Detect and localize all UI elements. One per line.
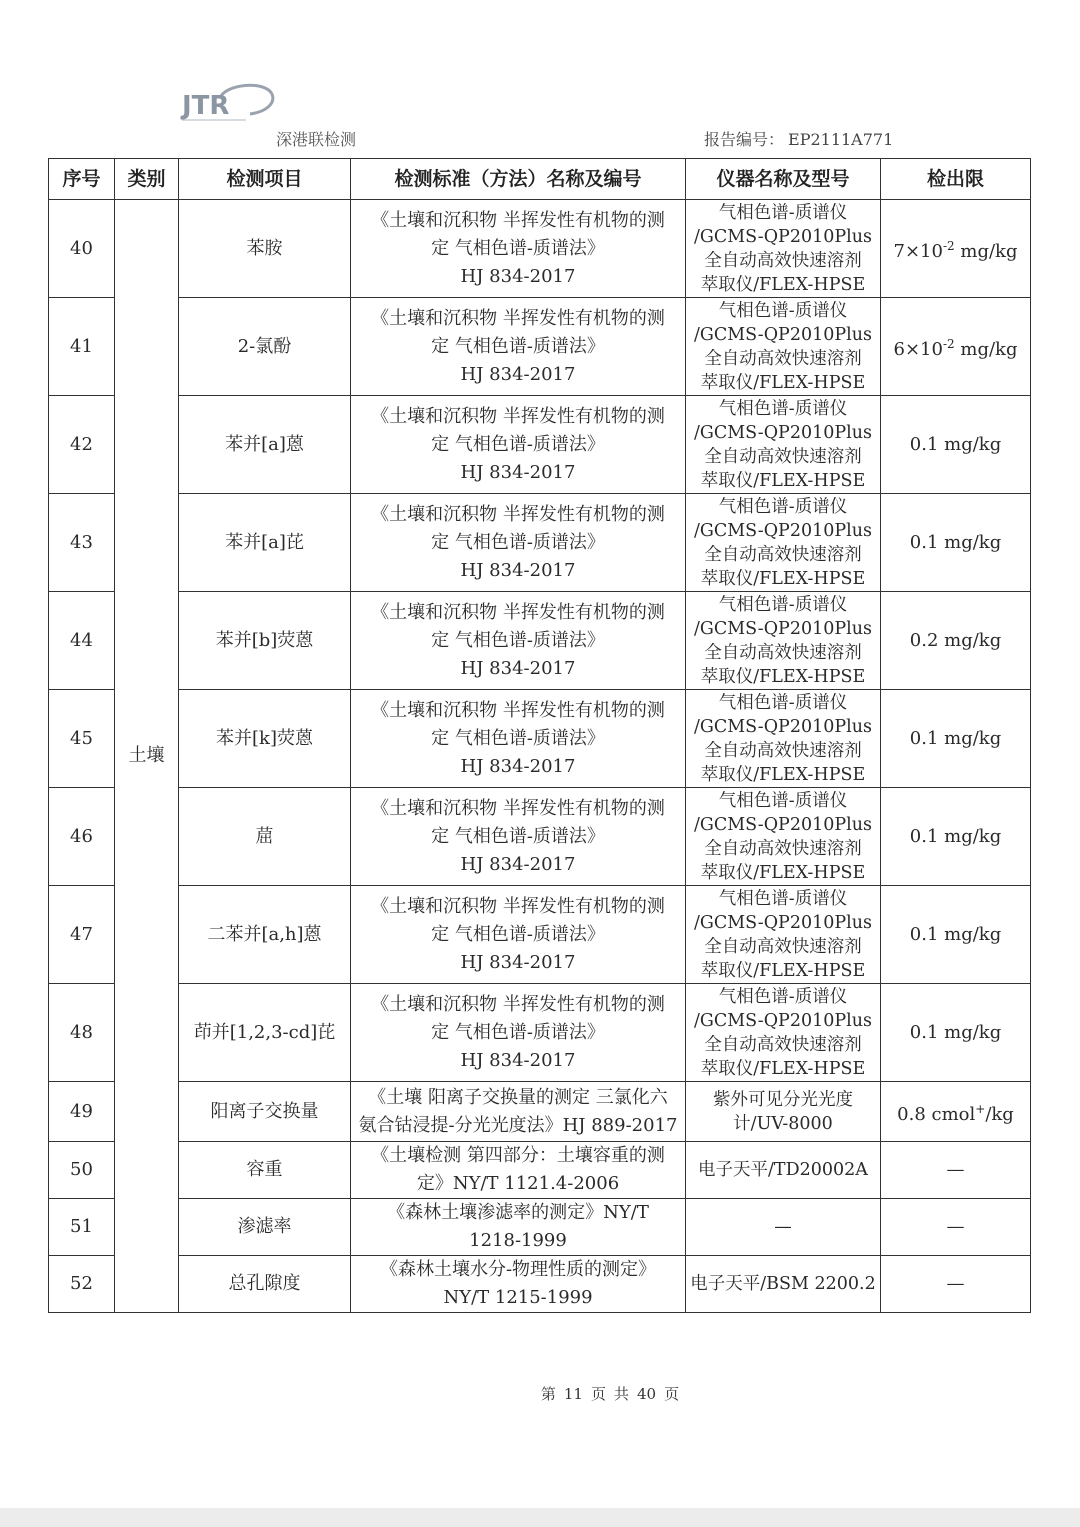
svg-text:JTR: JTR: [182, 91, 230, 121]
row-number: 43: [49, 494, 115, 592]
detection-limit: [881, 592, 1031, 690]
row-number: 52: [49, 1256, 115, 1313]
instrument-line: 气相色谱-质谱仪: [718, 594, 848, 615]
test-standard: [351, 592, 686, 690]
instrument-line: 全自动高效快速溶剂: [704, 544, 862, 565]
row-number: 44: [49, 592, 115, 690]
instrument: [686, 690, 881, 788]
instrument-line: /GCMS-QP2010Plus: [693, 1010, 872, 1031]
instrument: [686, 396, 881, 494]
table-row: [49, 494, 1031, 592]
detection-limit: [881, 200, 1031, 298]
standard-code: HJ 834-2017: [460, 951, 576, 973]
table-row: [49, 396, 1031, 494]
table-row: [49, 592, 1031, 690]
test-standard: [351, 690, 686, 788]
test-items-table: [48, 158, 1031, 1313]
instrument: [686, 298, 881, 396]
test-standard: [351, 1256, 686, 1313]
instrument-line: /GCMS-QP2010Plus: [693, 912, 872, 933]
table-row: [49, 886, 1031, 984]
standard-line: 《土壤和沉积物 半挥发性有机物的测: [371, 405, 665, 427]
row-number: 49: [49, 1082, 115, 1142]
limit-exponent: +: [975, 1101, 986, 1116]
standard-line: 定 气相色谱-质谱法》: [431, 727, 605, 749]
standard-line: 《土壤和沉积物 半挥发性有机物的测: [371, 699, 665, 721]
detection-limit: [881, 886, 1031, 984]
instrument-line: 电子天平/BSM 2200.2: [690, 1274, 876, 1294]
instrument: [686, 984, 881, 1082]
instrument-line: 萃取仪/FLEX-HPSE: [700, 666, 866, 687]
detection-limit: [881, 298, 1031, 396]
category-cell: 土壤: [115, 200, 179, 1313]
test-item: 总孔隙度: [179, 1256, 351, 1313]
limit-unit: mg/kg: [954, 338, 1018, 360]
page-footer: 第 11 页 共 40 页: [540, 1385, 680, 1403]
instrument-line: 萃取仪/FLEX-HPSE: [700, 470, 866, 491]
standard-line: 《森林土壤水分-物理性质的测定》: [379, 1259, 657, 1280]
instrument-line: 气相色谱-质谱仪: [718, 888, 848, 909]
row-number: 45: [49, 690, 115, 788]
col-header-no: 序号: [49, 159, 115, 200]
limit-value: 7×10: [893, 240, 943, 262]
table-row: [49, 1199, 1031, 1256]
standard-code: HJ 834-2017: [460, 1049, 576, 1071]
report-number: 报告编号： EP2111A771: [704, 130, 894, 149]
instrument-line: 气相色谱-质谱仪: [718, 986, 848, 1007]
row-number: 50: [49, 1142, 115, 1199]
col-header-standard: 检测标准（方法）名称及编号: [351, 159, 686, 200]
standard-line: 定 气相色谱-质谱法》: [431, 825, 605, 847]
instrument-line: 紫外可见分光光度: [713, 1089, 853, 1110]
col-header-limit: 检出限: [881, 159, 1031, 200]
test-standard: [351, 1142, 686, 1199]
limit-value: 0.1 mg/kg: [909, 923, 1002, 945]
table-row: [49, 1082, 1031, 1142]
limit-value: —: [946, 1273, 965, 1294]
standard-line: NY/T 1215-1999: [443, 1287, 593, 1308]
instrument-line: /GCMS-QP2010Plus: [693, 520, 872, 541]
instrument-line: 气相色谱-质谱仪: [718, 790, 848, 811]
test-standard: [351, 1082, 686, 1142]
detection-limit: [881, 690, 1031, 788]
test-item: 苯并[a]蒽: [179, 396, 351, 494]
detection-limit: [881, 494, 1031, 592]
standard-code: HJ 834-2017: [460, 853, 576, 875]
standard-line: 定 气相色谱-质谱法》: [431, 923, 605, 945]
table-row: [49, 690, 1031, 788]
limit-value: —: [946, 1159, 965, 1180]
standard-line: 《土壤和沉积物 半挥发性有机物的测: [371, 797, 665, 819]
limit-value: 0.8 cmol: [897, 1103, 976, 1125]
table-row: [49, 298, 1031, 396]
instrument-line: 全自动高效快速溶剂: [704, 348, 862, 369]
test-standard: [351, 396, 686, 494]
instrument-line: /GCMS-QP2010Plus: [693, 422, 872, 443]
limit-unit: mg/kg: [954, 240, 1018, 262]
instrument: [686, 886, 881, 984]
instrument-line: 计/UV-8000: [733, 1113, 833, 1134]
test-item: 渗滤率: [179, 1199, 351, 1256]
limit-value: 0.1 mg/kg: [909, 1021, 1002, 1043]
instrument-line: 萃取仪/FLEX-HPSE: [700, 1058, 866, 1079]
row-number: 41: [49, 298, 115, 396]
row-number: 46: [49, 788, 115, 886]
instrument: [686, 200, 881, 298]
row-number: 47: [49, 886, 115, 984]
standard-code: HJ 834-2017: [460, 755, 576, 777]
standard-line: 《土壤 阳离子交换量的测定 三氯化六: [368, 1086, 668, 1108]
row-number: 42: [49, 396, 115, 494]
limit-value: 0.2 mg/kg: [909, 629, 1002, 651]
standard-line: 定 气相色谱-质谱法》: [431, 237, 605, 259]
instrument-line: 电子天平/TD20002A: [698, 1160, 868, 1180]
instrument: [686, 1199, 881, 1256]
test-item: 苯并[a]芘: [179, 494, 351, 592]
instrument-line: 萃取仪/FLEX-HPSE: [700, 960, 866, 981]
instrument-line: 全自动高效快速溶剂: [704, 936, 862, 957]
test-standard: [351, 788, 686, 886]
instrument-line: /GCMS-QP2010Plus: [693, 324, 872, 345]
test-item: 容重: [179, 1142, 351, 1199]
instrument: [686, 592, 881, 690]
instrument-line: 全自动高效快速溶剂: [704, 642, 862, 663]
detection-limit: [881, 1199, 1031, 1256]
instrument-line: 全自动高效快速溶剂: [704, 740, 862, 761]
instrument-line: 萃取仪/FLEX-HPSE: [700, 764, 866, 785]
standard-line: 1218-1999: [469, 1230, 567, 1251]
instrument-line: 气相色谱-质谱仪: [718, 300, 848, 321]
standard-code: HJ 834-2017: [460, 363, 576, 385]
limit-value: 0.1 mg/kg: [909, 531, 1002, 553]
limit-value: 0.1 mg/kg: [909, 727, 1002, 749]
standard-line: 定 气相色谱-质谱法》: [431, 335, 605, 357]
detection-limit: [881, 396, 1031, 494]
test-item: 阳离子交换量: [179, 1082, 351, 1142]
standard-line: 《土壤和沉积物 半挥发性有机物的测: [371, 601, 665, 623]
test-item: 二苯并[a,h]蒽: [179, 886, 351, 984]
instrument-line: /GCMS-QP2010Plus: [693, 226, 872, 247]
instrument: [686, 1142, 881, 1199]
standard-line: 《土壤和沉积物 半挥发性有机物的测: [371, 209, 665, 231]
table-row: [49, 788, 1031, 886]
col-header-item: 检测项目: [179, 159, 351, 200]
standard-line: 《土壤和沉积物 半挥发性有机物的测: [371, 895, 665, 917]
table-row: [49, 1142, 1031, 1199]
instrument-line: 全自动高效快速溶剂: [704, 1034, 862, 1055]
instrument-line: 气相色谱-质谱仪: [718, 202, 848, 223]
instrument-line: /GCMS-QP2010Plus: [693, 814, 872, 835]
instrument-line: /GCMS-QP2010Plus: [693, 618, 872, 639]
limit-value: 0.1 mg/kg: [909, 825, 1002, 847]
limit-unit: /kg: [985, 1103, 1014, 1125]
instrument: [686, 494, 881, 592]
test-standard: [351, 494, 686, 592]
instrument-line: 萃取仪/FLEX-HPSE: [700, 568, 866, 589]
standard-line: 《土壤检测 第四部分：土壤容重的测: [371, 1145, 665, 1166]
standard-line: 定》NY/T 1121.4-2006: [416, 1173, 620, 1194]
row-number: 48: [49, 984, 115, 1082]
row-number: 51: [49, 1199, 115, 1256]
instrument: [686, 788, 881, 886]
instrument-line: 气相色谱-质谱仪: [718, 398, 848, 419]
standard-code: HJ 834-2017: [460, 265, 576, 287]
standard-code: HJ 834-2017: [460, 559, 576, 581]
table-row: [49, 1256, 1031, 1313]
standard-code: HJ 834-2017: [460, 657, 576, 679]
detection-limit: [881, 1256, 1031, 1313]
instrument: [686, 1256, 881, 1313]
col-header-category: 类别: [115, 159, 179, 200]
standard-line: 定 气相色谱-质谱法》: [431, 1021, 605, 1043]
test-item: 䓛: [179, 788, 351, 886]
table-row: [49, 200, 1031, 298]
standard-line: 《土壤和沉积物 半挥发性有机物的测: [371, 307, 665, 329]
scan-bottom-edge: [0, 1508, 1080, 1527]
table-header-row: [49, 159, 1031, 200]
instrument-line: —: [774, 1217, 792, 1237]
standard-line: 《土壤和沉积物 半挥发性有机物的测: [371, 993, 665, 1015]
instrument-line: 萃取仪/FLEX-HPSE: [700, 274, 866, 295]
test-standard: [351, 200, 686, 298]
limit-value: 0.1 mg/kg: [909, 433, 1002, 455]
instrument-line: 全自动高效快速溶剂: [704, 446, 862, 467]
test-standard: [351, 298, 686, 396]
test-standard: [351, 886, 686, 984]
standard-line: 定 气相色谱-质谱法》: [431, 531, 605, 553]
standard-line: 氨合钴浸提-分光光度法》HJ 889-2017: [358, 1114, 678, 1136]
instrument-line: 气相色谱-质谱仪: [718, 496, 848, 517]
detection-limit: [881, 984, 1031, 1082]
test-standard: [351, 1199, 686, 1256]
test-item: 苯并[b]荧蒽: [179, 592, 351, 690]
col-header-instrument: 仪器名称及型号: [686, 159, 881, 200]
test-item: 苯胺: [179, 200, 351, 298]
company-logo: [180, 80, 280, 130]
instrument-line: 全自动高效快速溶剂: [704, 838, 862, 859]
table-row: [49, 984, 1031, 1082]
detection-limit: [881, 1142, 1031, 1199]
standard-line: 《森林土壤渗滤率的测定》NY/T: [387, 1202, 649, 1223]
limit-exponent: -2: [942, 336, 955, 351]
instrument-line: 萃取仪/FLEX-HPSE: [700, 372, 866, 393]
instrument-line: 全自动高效快速溶剂: [704, 250, 862, 271]
standard-line: 定 气相色谱-质谱法》: [431, 629, 605, 651]
company-name: 深港联检测: [276, 130, 357, 149]
test-item: 2-氯酚: [179, 298, 351, 396]
standard-line: 定 气相色谱-质谱法》: [431, 433, 605, 455]
limit-value: —: [946, 1216, 965, 1237]
test-item: 茚并[1,2,3-cd]芘: [179, 984, 351, 1082]
limit-value: 6×10: [893, 338, 943, 360]
instrument: [686, 1082, 881, 1142]
limit-exponent: -2: [942, 238, 955, 253]
test-item: 苯并[k]荧蒽: [179, 690, 351, 788]
instrument-line: 萃取仪/FLEX-HPSE: [700, 862, 866, 883]
row-number: 40: [49, 200, 115, 298]
standard-code: HJ 834-2017: [460, 461, 576, 483]
test-standard: [351, 984, 686, 1082]
instrument-line: /GCMS-QP2010Plus: [693, 716, 872, 737]
detection-limit: [881, 788, 1031, 886]
detection-limit: [881, 1082, 1031, 1142]
standard-line: 《土壤和沉积物 半挥发性有机物的测: [371, 503, 665, 525]
instrument-line: 气相色谱-质谱仪: [718, 692, 848, 713]
